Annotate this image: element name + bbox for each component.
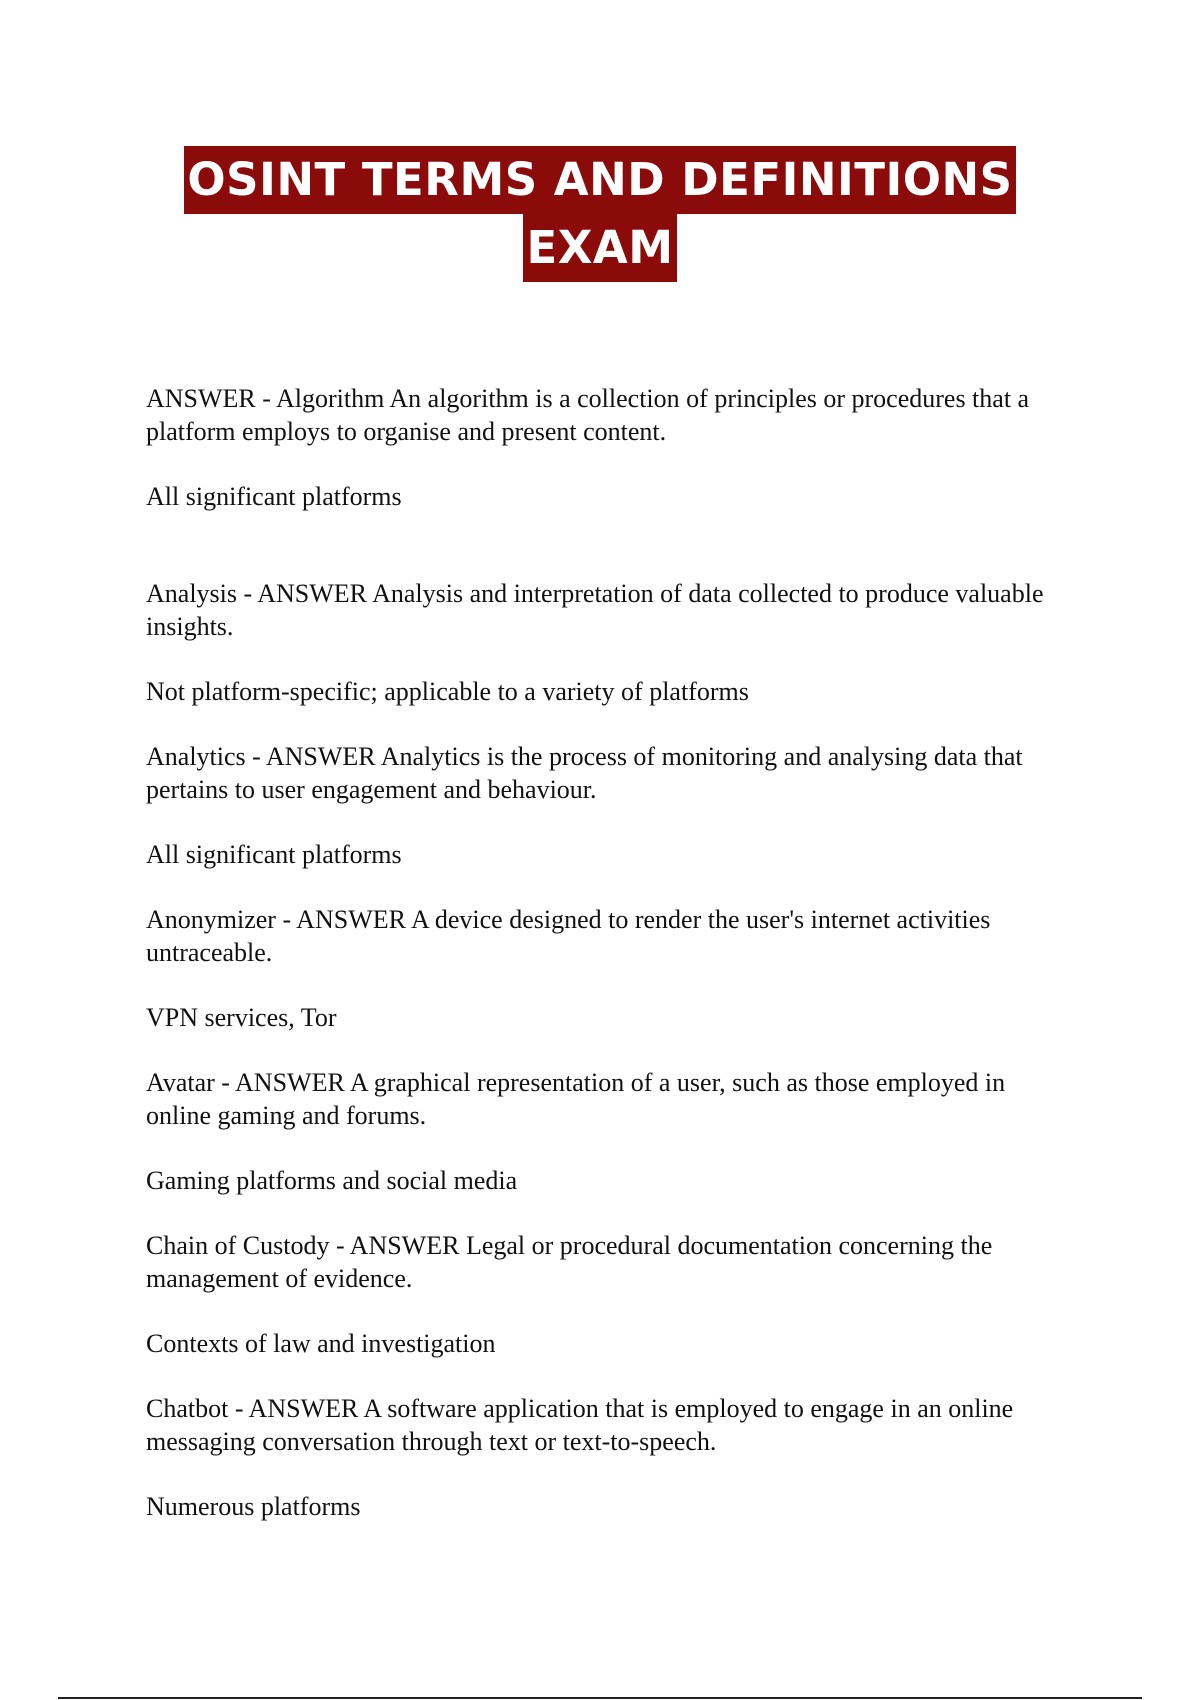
page-bottom-rule [58, 1697, 1142, 1699]
term-definition: Chain of Custody - ANSWER Legal or procedural documentation concerning the management of evidence. [146, 1231, 993, 1293]
term-platforms: Numerous platforms [146, 1492, 361, 1521]
term-entry-analytics [146, 740, 1046, 871]
document-title [0, 146, 1200, 282]
terms-list [146, 382, 1046, 1523]
term-definition: Analytics - ANSWER Analytics is the process of monitoring and analysing data that pertains to user engagement and behaviour. [146, 742, 1023, 804]
term-entry-chatbot [146, 1392, 1046, 1523]
term-entry-algorithm [146, 382, 1046, 513]
term-definition: Anonymizer - ANSWER A device designed to render the user's internet activities untraceable. [146, 905, 991, 967]
term-platforms: Gaming platforms and social media [146, 1166, 518, 1195]
term-platforms: All significant platforms [146, 840, 402, 869]
term-definition: Chatbot - ANSWER A software application that is employed to engage in an online messaging conversation through text or text-to-speech. [146, 1394, 1014, 1456]
term-platforms: Not platform-specific; applicable to a variety of platforms [146, 677, 749, 706]
title-line-2: EXAM [523, 214, 676, 282]
term-platforms: VPN services, Tor [146, 1003, 337, 1032]
term-entry-chain-of-custody [146, 1229, 1046, 1360]
term-entry-analysis [146, 577, 1046, 708]
term-definition: ANSWER - Algorithm An algorithm is a collection of principles or procedures that a platform employs to organise and present content. [146, 384, 1030, 446]
title-line-1: OSINT TERMS AND DEFINITIONS [184, 146, 1015, 214]
term-platforms: All significant platforms [146, 482, 402, 511]
term-entry-anonymizer [146, 903, 1046, 1034]
term-definition: Avatar - ANSWER A graphical representation of a user, such as those employed in online gaming and forums. [146, 1068, 1006, 1130]
term-definition: Analysis - ANSWER Analysis and interpretation of data collected to produce valuable insights. [146, 579, 1044, 641]
term-entry-avatar [146, 1066, 1046, 1197]
term-platforms: Contexts of law and investigation [146, 1329, 496, 1358]
